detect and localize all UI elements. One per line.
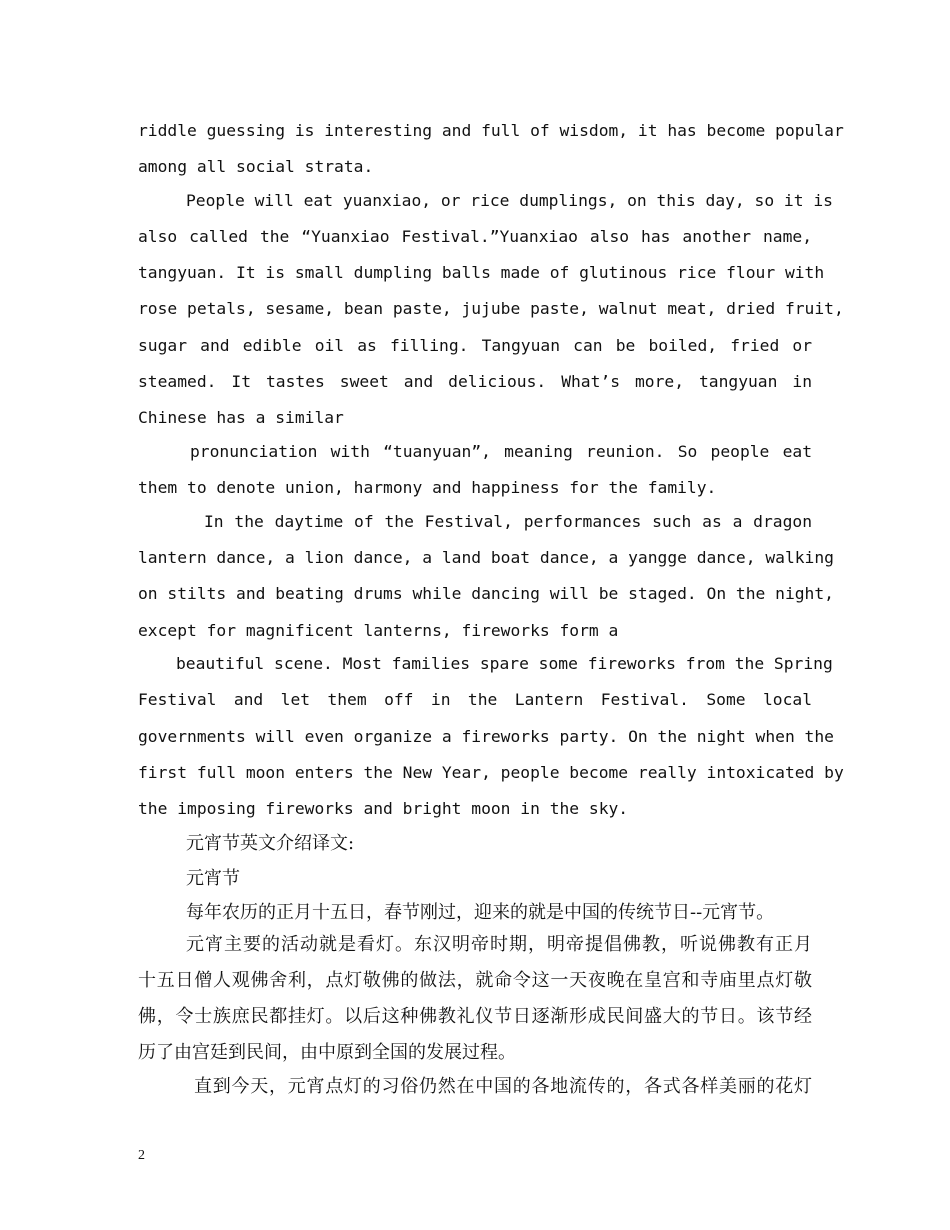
text-line: lantern dance, a lion dance, a land boat dance, a yangge dance, walking xyxy=(138,548,834,567)
text-line: tangyuan. It is small dumpling balls made of glutinous rice flour with xyxy=(138,263,825,282)
text-line: 直到今天，元宵点灯的习俗仍然在中国的各地流传的，各式各样美丽的花灯 xyxy=(194,1076,812,1097)
text-line: In the daytime of the Festival, performances such as a dragon xyxy=(204,512,812,531)
text-line: Festival and let them off in the Lantern Festival. Some local xyxy=(138,690,812,709)
text-line: People will eat yuanxiao, or rice dumplings, on this day, so it is xyxy=(186,191,833,210)
text-line: them to denote union, harmony and happiness for the family. xyxy=(138,478,717,497)
section-title: 元宵节 xyxy=(186,868,240,889)
text-line: riddle guessing is interesting and full of wisdom, it has become popular xyxy=(138,121,844,140)
text-line: also called the “Yuanxiao Festival.”Yuanxiao also has another name, xyxy=(138,227,812,246)
text-line: among all social strata. xyxy=(138,157,374,176)
text-line: Chinese has a similar xyxy=(138,408,344,427)
text-line: except for magnificent lanterns, fireworks form a xyxy=(138,621,619,640)
page-number: 2 xyxy=(138,1148,145,1163)
text-line: the imposing fireworks and bright moon in the sky. xyxy=(138,799,629,818)
text-line: beautiful scene. Most families spare some fireworks from the Spring xyxy=(176,654,833,673)
text-line: sugar and edible oil as filling. Tangyuan can be boiled, fried or xyxy=(138,336,812,355)
text-line: pronunciation with “tuanyuan”, meaning reunion. So people eat xyxy=(190,442,812,461)
text-line: on stilts and beating drums while dancing will be staged. On the night, xyxy=(138,584,834,603)
text-line: 元宵主要的活动就是看灯。东汉明帝时期，明帝提倡佛教，听说佛教有正月 xyxy=(186,934,812,955)
text-line: 历了由宫廷到民间，由中原到全国的发展过程。 xyxy=(138,1042,516,1063)
text-line: governments will even organize a fireworks party. On the night when the xyxy=(138,727,834,746)
text-line: 佛，令士族庶民都挂灯。以后这种佛教礼仪节日逐渐形成民间盛大的节日。该节经 xyxy=(138,1006,812,1027)
text-line: 十五日僧人观佛舍利，点灯敬佛的做法，就命令这一天夜晚在皇宫和寺庙里点灯敬 xyxy=(138,970,812,991)
text-line: 每年农历的正月十五日，春节刚过，迎来的就是中国的传统节日--元宵节。 xyxy=(186,902,775,923)
text-line: first full moon enters the New Year, people become really intoxicated by xyxy=(138,763,844,782)
text-line: steamed. It tastes sweet and delicious. What’s more, tangyuan in xyxy=(138,372,812,391)
text-line: rose petals, sesame, bean paste, jujube paste, walnut meat, dried fruit, xyxy=(138,299,844,318)
section-heading: 元宵节英文介绍译文: xyxy=(186,833,355,854)
